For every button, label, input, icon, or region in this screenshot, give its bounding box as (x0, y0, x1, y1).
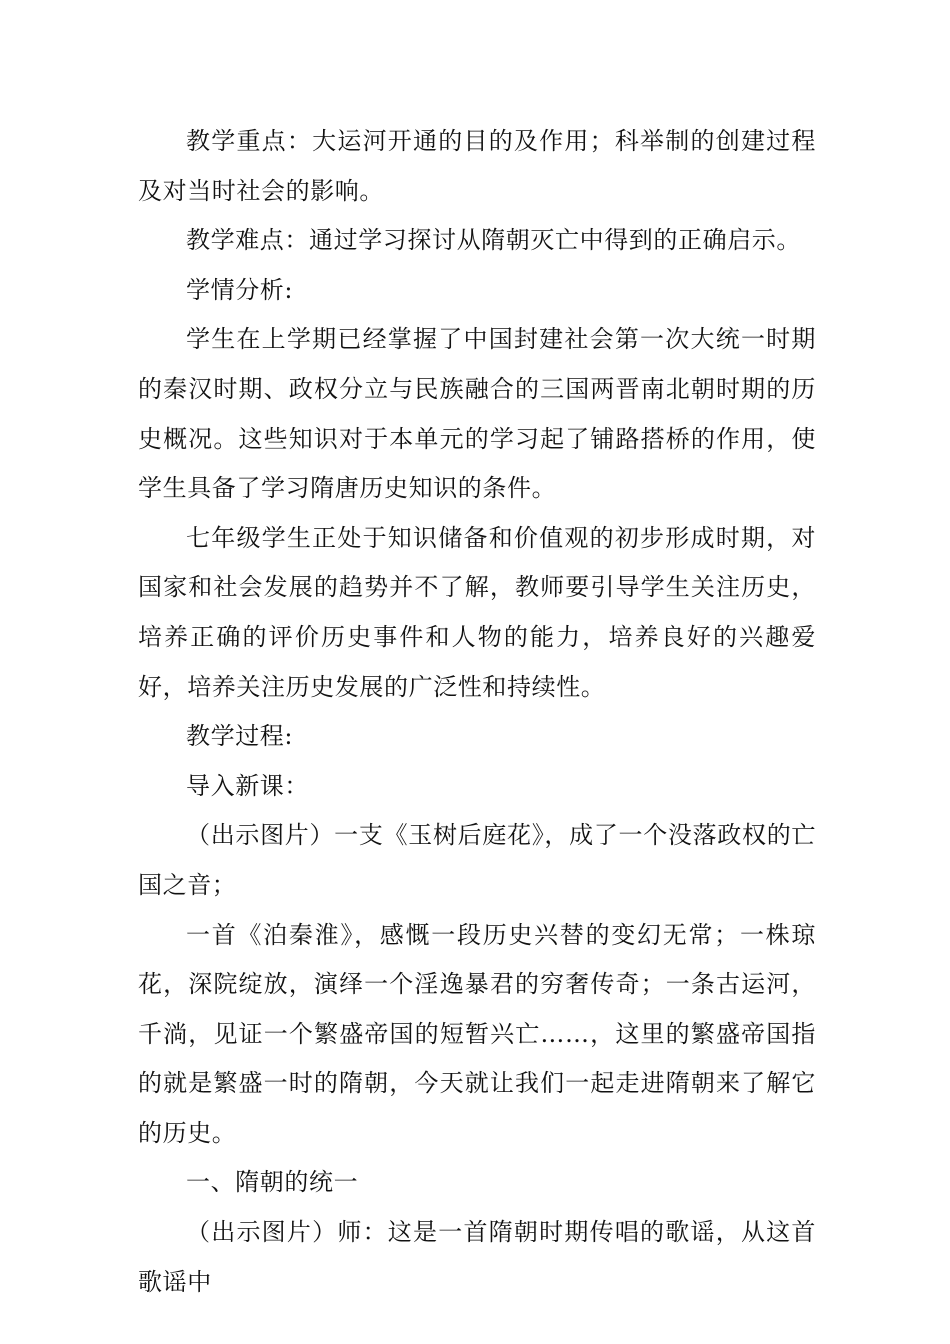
paragraph-teaching-difficulty: 教学难点：通过学习探讨从隋朝灭亡中得到的正确启示。 (186, 226, 801, 255)
document-body (138, 117, 816, 1307)
paragraph-teaching-focus: 教学重点：大运河开通的目的及作用；科举制的创建过程及对当时社会的影响。 (138, 127, 816, 205)
paragraph-intro-story: 一首《泊秦淮》，感慨一段历史兴替的变幻无常；一株琼花，深院绽放，演绎一个淫逸暴君的穷奢传奇；一条古运河，千淌，见证一个繁盛帝国的短暂兴亡……，这里的繁盛帝国指的就是繁盛一时的隋朝，今天就让我们一起走进隋朝来了解它的历史。 (138, 920, 816, 1147)
paragraph-sui-song: （出示图片）师：这是一首隋朝时期传唱的歌谣，从这首歌谣中 (138, 1218, 816, 1296)
heading-student-analysis: 学情分析: (186, 275, 294, 304)
heading-sui-unification: 一、隋朝的统一 (186, 1168, 359, 1197)
heading-teaching-process: 教学过程: (186, 722, 294, 751)
heading-lesson-intro: 导入新课： (186, 771, 309, 800)
paragraph-student-background: 学生在上学期已经掌握了中国封建社会第一次大统一时期的秦汉时期、政权分立与民族融合的三国两晋南北朝时期的历史概况。这些知识对于本单元的学习起了铺路搭桥的作用，使学生具备了学习隋唐历史知识的条件。 (138, 325, 816, 503)
paragraph-grade-seven-students: 七年级学生正处于知识储备和价值观的初步形成时期，对国家和社会发展的趋势并不了解，教师要引导学生关注历史，培养正确的评价历史事件和人物的能力，培养良好的兴趣爱好，培养关注历史发展的广泛性和持续性。 (138, 523, 816, 701)
paragraph-intro-picture: （出示图片）一支《玉树后庭花》，成了一个没落政权的亡国之音； (138, 821, 816, 899)
